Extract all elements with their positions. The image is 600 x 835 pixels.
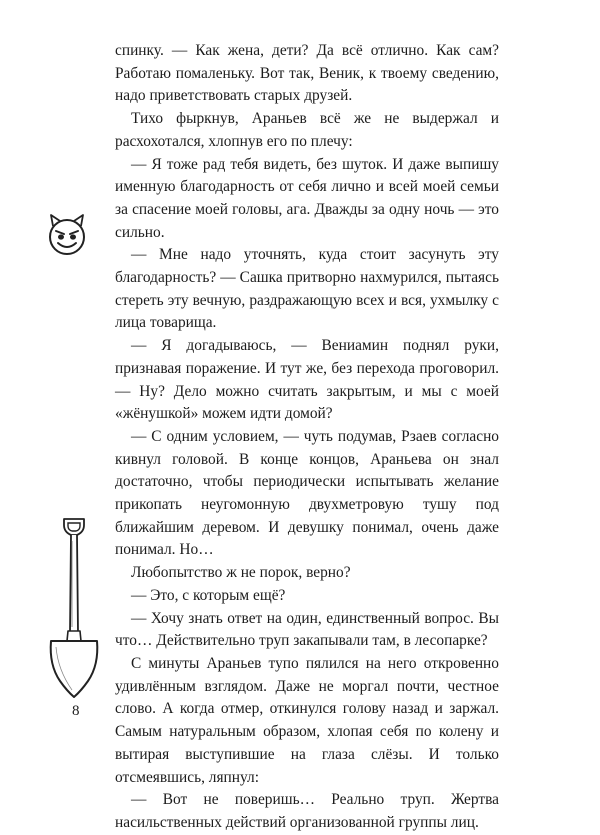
paragraph: спинку. — Как жена, дети? Да всё отлично. Как сам? Работаю помаленьку. Вот так, Веник, к твоему сведению, надо приветствовать старых друзей.: [115, 42, 499, 105]
paragraph: — Я догадываюсь, — Вениамин поднял руки, признавая поражение. И тут же, без перехода проговорил. — Ну? Дело можно считать закрытым, и мы с моей «жёнушкой» можем идти домой?: [115, 337, 499, 423]
paragraph: Любопытство ж не порок, верно?: [131, 564, 351, 582]
shovel-icon: [44, 515, 104, 700]
paragraph: Тихо фыркнув, Араньев всё же не выдержал и расхохотался, хлопнув его по плечу:: [115, 110, 499, 150]
paragraph: — Я тоже рад тебя видеть, без шуток. И даже выпишу именную благодарность от себя лично и всей моей семьи за спасение моей головы, ага. Дважды за одну ночь — это сильно.: [115, 155, 499, 241]
paragraph: — Хочу знать ответ на один, единственный вопрос. Вы что… Действительно труп закапывали там, в лесопарке?: [115, 609, 499, 650]
paragraph: — Вот не поверишь… Реально труп. Жертва насильственных действий организованной группы лиц.: [115, 791, 499, 831]
page-text: [115, 40, 499, 835]
paragraph: С минуты Араньев тупо пялился на него откровенно удивлённым взглядом. Даже не моргал почти, честное слово. А когда отмер, откинулся голову назад и заржал. Самым натуральным образом, хлопая себя по колену и вытирая выступившие на глаза слёзы. И только отсмеявшись, ляпнул:: [115, 654, 499, 786]
page-number: 8: [72, 703, 80, 719]
paragraph: — С одним условием, — чуть подумав, Рзаев согласно кивнул головой. В конце концов, Араньева он знал достаточно, чтобы периодически испытывать желание прикопать неугомонную двухметровую тушу под ближайшим деревом. И девушку понимал, очень даже понимал. Но…: [115, 427, 499, 559]
devil-emoji-icon: [44, 212, 90, 258]
paragraph: — Мне надо уточнять, куда стоит засунуть эту благодарность? — Сашка притворно нахмурился, пытаясь стереть эту вечную, раздражающую всех и вся, ухмылку с лица товарища.: [115, 246, 499, 332]
paragraph: — Это, с которым ещё?: [131, 586, 286, 604]
